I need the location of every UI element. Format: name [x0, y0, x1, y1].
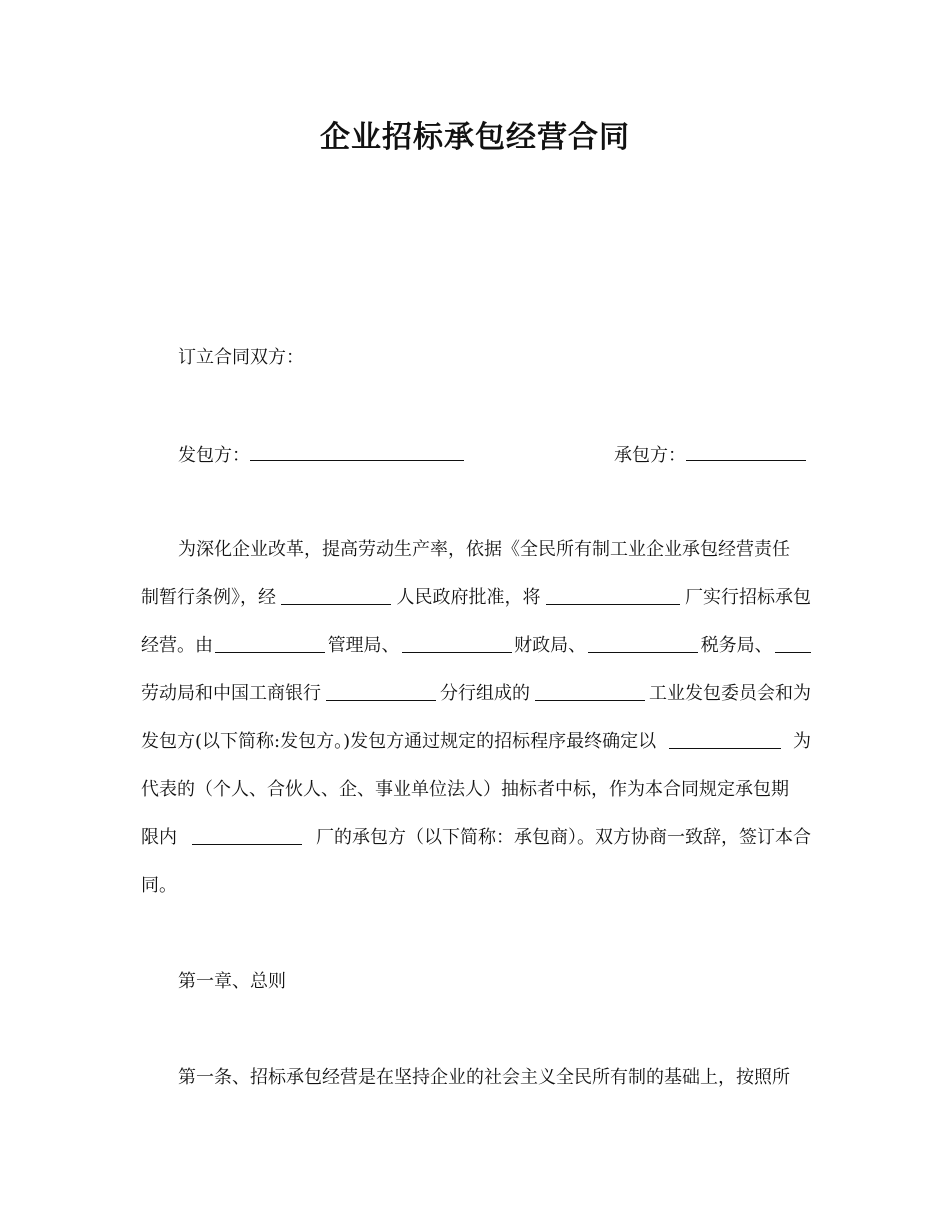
text: 财政局、 — [514, 635, 587, 656]
text: 厂实行招标承包 — [685, 587, 811, 608]
text: 劳动局和中国工商银行 — [141, 683, 321, 704]
preamble-line-5 — [141, 730, 811, 754]
text: 限内 — [141, 827, 177, 848]
blank-finance-bureau[interactable] — [402, 634, 512, 653]
preamble-line-7 — [141, 826, 811, 850]
article-1: 第一条、招标承包经营是在坚持企业的社会主义全民所有制的基础上，按照所 — [178, 1067, 790, 1088]
party-b-label: 承包方： — [614, 445, 686, 466]
text: 人民政府批准，将 — [396, 587, 541, 608]
text: 管理局、 — [327, 635, 400, 656]
text: 为 — [792, 731, 811, 752]
text: 厂的承包方（以下简称：承包商）。双方协商一致辞，签订本合 — [316, 827, 811, 848]
blank-labor-bureau[interactable] — [775, 634, 811, 653]
blank-admin-bureau[interactable] — [215, 634, 325, 653]
blank-factory[interactable] — [546, 586, 680, 605]
text: 分行组成的 — [440, 683, 530, 704]
blank-government[interactable] — [281, 586, 391, 605]
preamble-line-2 — [141, 586, 811, 610]
party-b-field — [614, 442, 806, 468]
blank-committee[interactable] — [535, 682, 645, 701]
text: 税务局、 — [700, 635, 773, 656]
party-b-blank[interactable] — [686, 442, 806, 461]
parties-heading: 订立合同双方： — [178, 347, 304, 368]
blank-contract-factory[interactable] — [192, 826, 302, 845]
party-a-blank[interactable] — [250, 442, 464, 461]
text: 发包方(以下简称:发包方。)发包方通过规定的招标程序最终确定以 — [141, 731, 657, 752]
preamble-line-3 — [141, 634, 811, 658]
party-a-label: 发包方： — [178, 445, 250, 466]
chapter-heading: 第一章、总则 — [178, 971, 286, 992]
text: 经营。由 — [141, 635, 213, 656]
preamble-line-8: 同。 — [141, 875, 177, 896]
preamble-line-6: 代表的（个人、合伙人、企、事业单位法人）抽标者中标，作为本合同规定承包期 — [141, 779, 789, 800]
text: 制暂行条例》，经 — [141, 587, 276, 608]
blank-tax-bureau[interactable] — [588, 634, 698, 653]
preamble-line-1: 为深化企业改革，提高劳动生产率，依据《全民所有制工业企业承包经营责任 — [178, 539, 790, 560]
blank-bank-branch[interactable] — [326, 682, 436, 701]
party-a-field — [178, 442, 464, 468]
document-title: 企业招标承包经营合同 — [320, 120, 630, 155]
preamble-line-4 — [141, 682, 811, 706]
text: 工业发包委员会和为 — [649, 683, 811, 704]
blank-representative[interactable] — [669, 730, 781, 749]
